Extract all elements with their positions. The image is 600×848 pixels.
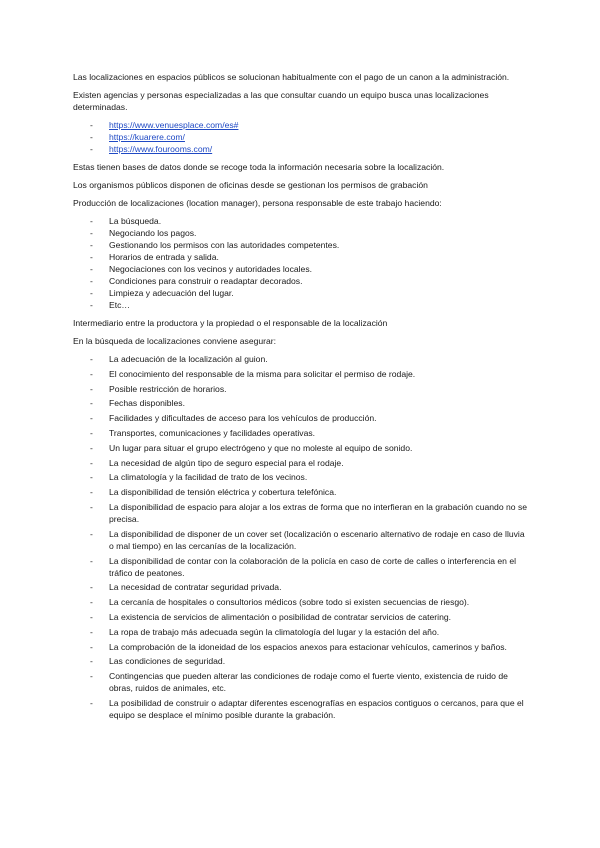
list-item: - La disponibilidad de espacio para alojar a los extras de forma que no interfieran en la grabación cuando no se precisa. [73, 501, 531, 525]
list-item: - Un lugar para situar el grupo electrógeno y que no moleste al equipo de sonido. [73, 442, 531, 454]
list-item: - Gestionando los permisos con las autoridades competentes. [73, 239, 531, 251]
list-item [73, 143, 531, 155]
list-item: - Horarios de entrada y salida. [73, 251, 531, 263]
list-item: - La búsqueda. [73, 215, 531, 227]
paragraph-databases: Estas tienen bases de datos donde se recoge toda la información necesaria sobre la localización. [73, 162, 445, 172]
list-item: - La comprobación de la idoneidad de los espacios anexos para estacionar vehículos, camerinos y baños. [73, 641, 531, 653]
list-item: - La climatología y la facilidad de trato de los vecinos. [73, 471, 531, 483]
list-item: - Contingencias que pueden alterar las condiciones de rodaje como el fuerte viento, existencia de ruido de obras, ruidos de animales, etc. [73, 670, 531, 694]
list-item: - Transportes, comunicaciones y facilidades operativas. [73, 427, 531, 439]
list-item: - Negociando los pagos. [73, 227, 531, 239]
list-item: - Limpieza y adecuación del lugar. [73, 287, 531, 299]
list-item: - La necesidad de contratar seguridad privada. [73, 581, 531, 593]
link-fourooms[interactable]: https://www.fourooms.com/ [109, 144, 213, 154]
paragraph-ensure-heading: En la búsqueda de localizaciones conviene asegurar: [73, 336, 277, 346]
list-item: - Fechas disponibles. [73, 397, 531, 409]
link-venuesplace[interactable]: https://www.venuesplace.com/es# [109, 120, 239, 130]
paragraph-public-offices: Los organismos públicos disponen de oficinas desde se gestionan los permisos de grabación [73, 180, 428, 190]
list-item: - Las condiciones de seguridad. [73, 655, 531, 667]
list-item: - Posible restricción de horarios. [73, 383, 531, 395]
list-item: - Condiciones para construir o readaptar decorados. [73, 275, 531, 287]
list-item [73, 119, 531, 131]
list-item: - La disponibilidad de contar con la colaboración de la policía en caso de corte de calles o interferencia en el tráfico de peatones. [73, 555, 531, 579]
list-item: - Negociaciones con los vecinos y autoridades locales. [73, 263, 531, 275]
list-item: - La posibilidad de construir o adaptar diferentes escenografías en espacios contiguos o cercanos, para que el equipo se desplace el mínimo posible durante la grabación. [73, 697, 531, 721]
paragraph-location-manager: Producción de localizaciones (location manager), persona responsable de este trabajo haciendo: [73, 198, 442, 208]
list-item: - La disponibilidad de disponer de un cover set (localización o escenario alternativo de rodaje en caso de lluvia o mal tiempo) en las cercanías de la localización. [73, 528, 531, 552]
agency-link-list [73, 119, 531, 155]
list-item: - La ropa de trabajo más adecuada según la climatología del lugar y la estación del año. [73, 626, 531, 638]
link-kuarere[interactable]: https://kuarere.com/ [109, 132, 185, 142]
list-item: - El conocimiento del responsable de la misma para solicitar el permiso de rodaje. [73, 368, 531, 380]
paragraph-intermediary: Intermediario entre la productora y la propiedad o el responsable de la localización [73, 318, 388, 328]
list-item [73, 131, 531, 143]
requirements-list [73, 353, 531, 721]
task-list [73, 215, 531, 311]
document-body [73, 71, 531, 727]
list-item: - La disponibilidad de tensión eléctrica y cobertura telefónica. [73, 486, 531, 498]
list-item: - Etc… [73, 299, 531, 311]
list-item: - Facilidades y dificultades de acceso para los vehículos de producción. [73, 412, 531, 424]
paragraph-intro-canon: Las localizaciones en espacios públicos se solucionan habitualmente con el pago de un canon a la administración. [73, 72, 510, 82]
list-item: - La cercanía de hospitales o consultorios médicos (sobre todo si existen secuencias de riesgo). [73, 596, 531, 608]
list-item: - La necesidad de algún tipo de seguro especial para el rodaje. [73, 457, 531, 469]
list-item: - La adecuación de la localización al guion. [73, 353, 531, 365]
paragraph-agencies: Existen agencias y personas especializadas a las que consultar cuando un equipo busca unas localizaciones determinadas. [73, 90, 489, 112]
list-item: - La existencia de servicios de alimentación o posibilidad de contratar servicios de catering. [73, 611, 531, 623]
